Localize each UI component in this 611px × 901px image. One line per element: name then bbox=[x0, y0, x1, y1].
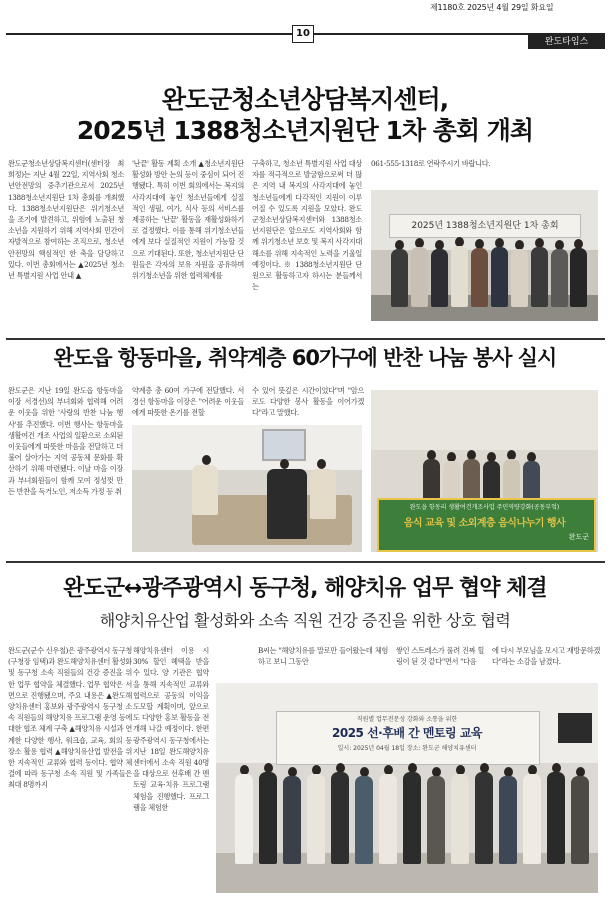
article3-subtitle: 해양치유산업 활성화와 소속 직원 건강 증진을 위한 상호 협력 bbox=[99, 611, 511, 630]
article3-title: 완도군↔광주광역시 동구청, 해양치유 업무 협약 체결 bbox=[63, 576, 547, 601]
section-divider-2 bbox=[6, 561, 605, 563]
article1-col1: 완도군청소년상담복지센터(센터장 최희정)는 지난 4월 22일, 지역사회 청소년안전망의 중추기관으로서 2025년 1388청소년지원단 1차 총회를 개최했다. 1388청소년지원단은 위기청소년을 조기에 발견하고, 위험에 노출된 청소년을 지원하기 위해 지역사회 민간이 자발적으로 참여하는 조직으로, 청소년안전망의 핵심적인 한 축을 담당하고 있다. 이번 총회에서는 ▲2025년 청소년 특별지원 사업 안내 ▲ bbox=[8, 159, 124, 281]
article1-title-line2: 2025년 1388청소년지원단 1차 총회 개최 bbox=[76, 116, 534, 145]
article2-photo-left bbox=[132, 425, 362, 552]
section-divider-1 bbox=[6, 338, 605, 340]
article1-col3: 구축하고, 청소년 특별지원 사업 대상자를 적극적으로 발굴함으로써 더 많은 지역 내 복지의 사각지대에 놓인 청소년들에게 다각적인 지원이 이루어질 수 있도록 지원을 모았다. 완도군청소년상담복지센터와 1388청소년지원단은 앞으로도 지역사회와 함께 위기청소년 보호 및 복지 사각지대 해소를 위해 지속적인 노력을 기울일 예정이다. ※ 1388청소년지원단 단원으로 활동하고자 하시는 분들께서는 bbox=[252, 159, 362, 292]
article3-col3: B씨는 "해양치유를 말로만 들어왔는데 체험하고 보니 그동안 bbox=[258, 646, 388, 667]
article3-photo bbox=[216, 683, 598, 893]
article2-col2: 약계층 총 60여 가구에 전달했다. 서경선 항동마을 이장은 "어려운 이웃들에게 따뜻한 온기를 전할 bbox=[132, 386, 244, 418]
article1-title-line1: 완도군청소년상담복지센터, bbox=[161, 85, 449, 114]
page-number: 10 bbox=[292, 25, 314, 43]
article2-photo-right bbox=[371, 390, 598, 552]
article2-banner-logo: 완도군 bbox=[568, 533, 589, 541]
article3-col2: 해양치유센터 이용 시 30% 할인 혜택을 받을 수 있다. 양 기관은 협약을 통해 지속적인 교류와 협력으로 공동의 이익을 도모할 계획이며, 앞으로도 다양한 홍보 활동을 전개해 나갈 예정이다. 한편 광주광역시 동구청에서는 지난 18일 완도해양치유센터에서 소속 직원 40명을 대상으로 선후배 간 멘토링 교육·치유 프로그램 체험을 진행했다. 프로그램을 체험한 bbox=[133, 646, 209, 812]
article2-col3: 수 있어 뜻깊은 시간이었다"며 "앞으로도 다양한 봉사 활동을 이어가겠다"라고 말했다. bbox=[252, 386, 364, 418]
article2-banner-main: 음식 교육 및 소외계층 음식나누기 행사 bbox=[403, 518, 566, 529]
article1-photo bbox=[371, 190, 598, 321]
article3-col4: 쌓인 스트레스가 풀려 진짜 힐링이 된 것 같다"면서 "다음 bbox=[396, 646, 484, 667]
article2-title: 완도읍 항동마을, 취약계층 60가구에 반찬 나눔 봉사 실시 bbox=[53, 346, 557, 370]
article3-col5: 에 다시 부모님을 모시고 재방문하겠다"라는 소감을 남겼다. bbox=[492, 646, 600, 667]
article1-col2: '난끝' 활동 계획 소개 ▲청소년지원단 활성화 방안 논의 등이 중심이 되어 진행됐다. 특히 이번 회의에서는 복지의 사각지대에 놓인 청소년들에게 실질적인 생필, 여가, 식사 등의 서비스를 제공하는 '난끝' 활동을 재활성화하기로 결정했다. 이를 통해 위기청소년들에게 보다 실질적인 지원이 가능할 것으로 기대된다. 또한, 청소년지원단 단원들은 각자의 보유 자원을 공유하며 위기청소년을 위한 협력체계를 bbox=[132, 159, 244, 281]
article1-col4: 061-555-1318로 연락주시기 바랍니다. bbox=[371, 159, 491, 168]
article2-banner-sub: 완도읍 항동리 생활여건개조사업 주민역량강화(공동부엌) bbox=[409, 504, 560, 511]
issue-line: 제1180호 2025년 4월 29일 화요일 bbox=[430, 3, 554, 12]
article2-col1: 완도군은 지난 19일 완도읍 항동마을이장 서경선)의 부녀회와 협력해 어려운 이웃을 위한 '사랑의 반찬 나눔 행사'를 추진했다. 이번 행사는 항동마을 생활여건 개조 사업의 일환으로 소외된 이웃들에게 따뜻한 마음을 전달하고 더불어 살아가는 지역 공동체 문화를 확산하기 위해 마련됐다. 이날 마을 이장과 부녀회원들이 함께 모여 정성껏 만든 반찬을 독거노인, 저소득 가정 등 취 bbox=[8, 386, 123, 496]
article3-col1: 완도군(군수 신우철)은 광주광역시 동구청(구청장 임택)과 완도해양치유센터 활성화 및 동구청 소속 직원들의 건강 증진을 위한 업무 협약을 체결했다. 업무 협약은 서면으로 진행됐으며, 주요 내용은 ▲완도해양치유센터 홍보와 광주광역시 동구청 소속 직원들의 해양치유 프로그램 운영 등에 대한 협조 체계 구축 ▲해양치유 시설과 연계한 다양한 행사, 워크숍, 교육, 회의 등 장소 활용 협력 ▲해양치유산업 발전을 위한 지속적인 교류와 협력 등이다. 협약 체결에 따라 동구청 소속 직원 및 가족들은 최대 8명까지 bbox=[8, 646, 132, 790]
article3-banner-small: 직원별 업무전문성 강화와 소통을 위한 bbox=[356, 716, 458, 723]
article3-banner-main: 2025 선·후배 간 멘토링 교육 bbox=[332, 726, 482, 740]
masthead: 완도타임스 bbox=[528, 35, 605, 49]
article3-banner-detail: 일시: 2025년 04월 18일 장소: 완도군 해양치유센터 bbox=[337, 745, 477, 752]
article1-banner: 2025년 1388청소년지원단 1차 총회 bbox=[389, 214, 581, 238]
